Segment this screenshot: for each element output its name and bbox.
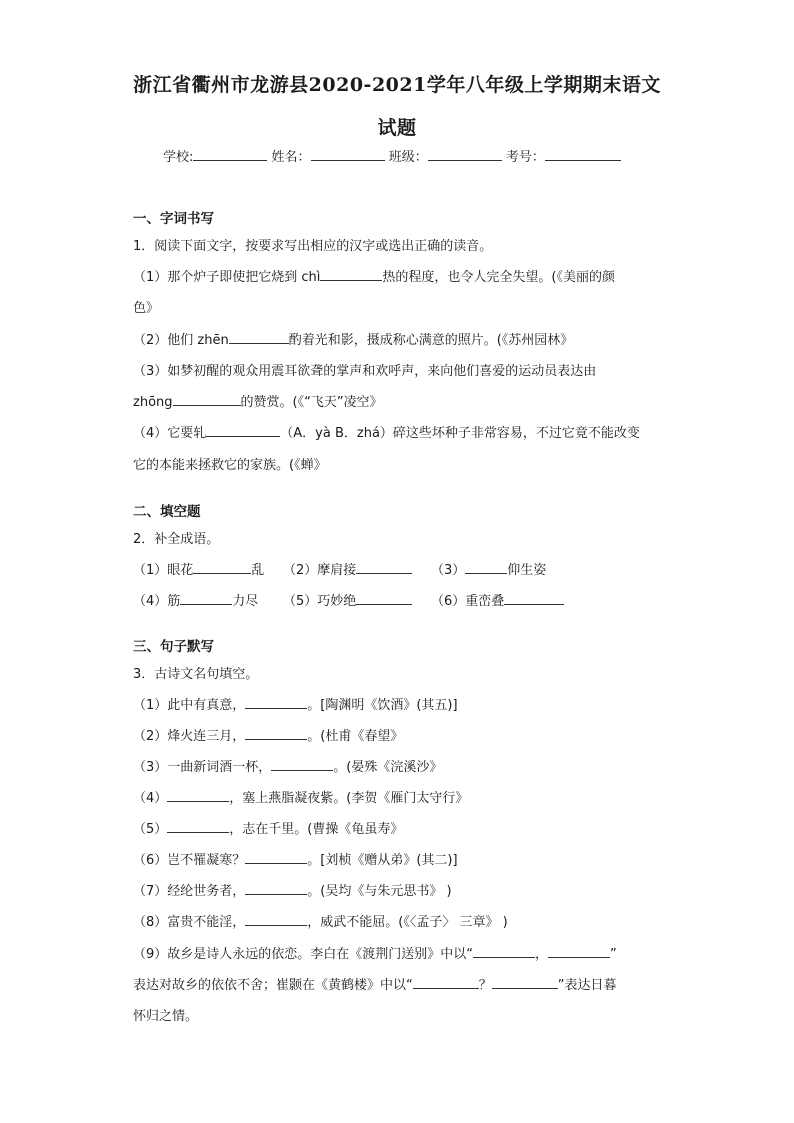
question-3-line-9-cont: 表达对故乡的依依不舍；崔颢在《黄鹤楼》中以“ ？ ”表达日暮	[133, 978, 617, 993]
question-2-stem: 2．补全成语。	[133, 532, 220, 547]
school-label: 学校:	[163, 150, 194, 165]
question-3-line-4: （4） ，塞上燕脂凝夜紫。(李贺《雁门太守行》	[133, 791, 469, 806]
answer-blank[interactable]	[193, 561, 251, 574]
answer-blank[interactable]	[356, 592, 412, 605]
answer-blank[interactable]	[271, 758, 333, 771]
answer-blank[interactable]	[229, 331, 289, 344]
question-3-line-2: （2）烽火连三月， 。(杜甫《春望》	[133, 729, 404, 744]
answer-blank[interactable]	[245, 913, 307, 926]
answer-blank[interactable]	[504, 592, 564, 605]
question-1-item-4-cont: 它的本能来拯救它的家族。(《蝉》	[133, 458, 327, 473]
question-3-line-3: （3）一曲新词酒一杯， 。(晏殊《浣溪沙》	[133, 760, 443, 775]
answer-blank[interactable]	[206, 424, 280, 437]
exam-title-line2: 试题	[377, 117, 417, 139]
answer-blank[interactable]	[465, 561, 507, 574]
question-3-line-9: （9）故乡是诗人永远的依恋。李白在《渡荆门送别》中以“ ， ”	[133, 947, 617, 962]
question-3-stem: 3．古诗文名句填空。	[133, 667, 259, 682]
exam-no-blank[interactable]	[545, 148, 621, 161]
answer-blank[interactable]	[548, 945, 610, 958]
question-3-line-7: （7）经纶世务者， 。(吴均《与朱元思书》 )	[133, 884, 452, 899]
section-heading-3: 三、句子默写	[133, 639, 214, 655]
name-label: 姓名：	[271, 150, 311, 165]
exam-title-line1: 浙江省衢州市龙游县2020-2021学年八年级上学期期末语文	[133, 74, 661, 96]
answer-blank[interactable]	[492, 976, 558, 989]
question-1-item-3-cont: zhōng 的赞赏。(《“飞天”凌空》	[133, 395, 383, 410]
question-1-item-4: （4）它要轧 （A．yà B．zhá）碎这些坏种子非常容易，不过它竟不能改变	[133, 426, 640, 441]
question-3-line-8: （8）富贵不能淫， ，威武不能屈。(《〈孟子〉 三章》 )	[133, 915, 508, 930]
section-heading-2: 二、填空题	[133, 504, 201, 520]
answer-blank[interactable]	[245, 696, 307, 709]
class-label: 班级：	[388, 150, 428, 165]
exam-no-label: 考号：	[505, 150, 545, 165]
question-2-row-1: （1）眼花 乱 （2）摩肩接 （3） 仰生姿	[133, 563, 547, 578]
question-1-item-1-cont: 色》	[133, 301, 160, 316]
answer-blank[interactable]	[473, 945, 535, 958]
answer-blank[interactable]	[245, 727, 307, 740]
answer-blank[interactable]	[173, 393, 241, 406]
section-heading-1: 一、字词书写	[133, 211, 214, 227]
question-3-line-1: （1）此中有真意， 。[陶渊明《饮酒》(其五)]	[133, 698, 458, 713]
question-1-item-2: （2）他们 zhēn 酌着光和影，摄成称心满意的照片。(《苏州园林》	[133, 333, 574, 348]
student-info-row	[163, 146, 621, 165]
answer-blank[interactable]	[167, 789, 229, 802]
answer-blank[interactable]	[413, 976, 479, 989]
answer-blank[interactable]	[245, 851, 307, 864]
question-1-item-1: （1）那个炉子即使把它烧到 chì 热的程度，也令人完全失望。(《美丽的颜	[133, 270, 615, 285]
class-blank[interactable]	[428, 148, 502, 161]
answer-blank[interactable]	[356, 561, 412, 574]
question-1-item-3: （3）如梦初醒的观众用震耳欲聋的掌声和欢呼声，来向他们喜爱的运动员表达由	[133, 364, 597, 379]
name-blank[interactable]	[311, 148, 385, 161]
answer-blank[interactable]	[180, 592, 232, 605]
question-1-stem: 1．阅读下面文字，按要求写出相应的汉字或选出正确的读音。	[133, 239, 493, 254]
question-3-line-6: （6）岂不罹凝寒？ 。[刘桢《赠从弟》(其二)]	[133, 853, 458, 868]
answer-blank[interactable]	[320, 268, 382, 281]
answer-blank[interactable]	[167, 820, 229, 833]
question-2-row-2: （4）筋 力尽 （5）巧妙绝 （6）重峦叠	[133, 590, 564, 609]
answer-blank[interactable]	[245, 882, 307, 895]
school-blank[interactable]	[193, 148, 267, 161]
question-3-line-9-end: 怀归之情。	[133, 1009, 199, 1024]
question-3-line-5: （5） ，志在千里。(曹操《龟虽寿》	[133, 822, 404, 837]
